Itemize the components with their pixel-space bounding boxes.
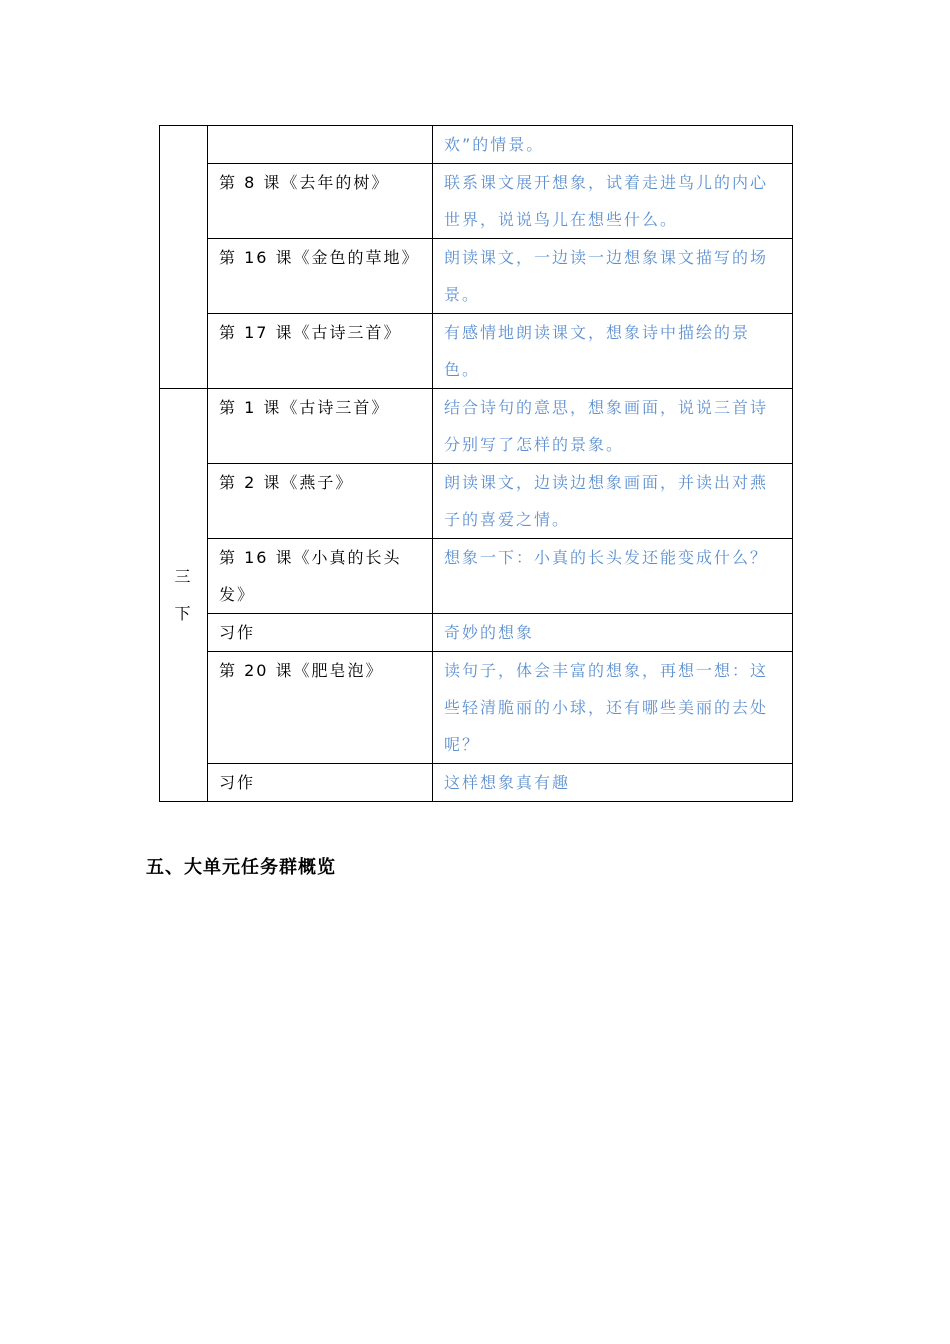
table-row [160, 389, 793, 464]
table-row [160, 239, 793, 314]
lesson-cell: 第 1 课《古诗三首》 [208, 389, 433, 464]
table-row [160, 652, 793, 764]
goal-cell: 联系课文展开想象，试着走进鸟儿的内心世界，说说鸟儿在想些什么。 [433, 164, 793, 239]
grade-label-char: 下 [174, 604, 193, 623]
grade-cell-third-lower [160, 389, 208, 802]
lesson-cell: 习作 [208, 614, 433, 652]
lesson-cell: 第 20 课《肥皂泡》 [208, 652, 433, 764]
goal-cell: 想象一下：小真的长头发还能变成什么？ [433, 539, 793, 614]
lesson-cell [208, 126, 433, 164]
lesson-cell: 第 16 课《金色的草地》 [208, 239, 433, 314]
lesson-cell: 第 16 课《小真的长头发》 [208, 539, 433, 614]
table-row [160, 126, 793, 164]
goal-cell: 朗读课文，边读边想象画面，并读出对燕子的喜爱之情。 [433, 464, 793, 539]
grade-cell-previous [160, 126, 208, 389]
table-row [160, 464, 793, 539]
goal-cell: 朗读课文，一边读一边想象课文描写的场景。 [433, 239, 793, 314]
grade-label-char: 三 [174, 567, 193, 586]
lesson-table [159, 125, 793, 802]
goal-cell: 有感情地朗读课文，想象诗中描绘的景色。 [433, 314, 793, 389]
table-row [160, 614, 793, 652]
goal-cell: 欢”的情景。 [433, 126, 793, 164]
goal-cell: 奇妙的想象 [433, 614, 793, 652]
goal-cell: 结合诗句的意思，想象画面，说说三首诗分别写了怎样的景象。 [433, 389, 793, 464]
table-row [160, 314, 793, 389]
goal-cell: 这样想象真有趣 [433, 764, 793, 802]
lesson-cell: 第 2 课《燕子》 [208, 464, 433, 539]
table-row [160, 539, 793, 614]
table-row [160, 764, 793, 802]
lesson-cell: 第 8 课《去年的树》 [208, 164, 433, 239]
section-heading: 五、大单元任务群概览 [146, 857, 336, 878]
table-row [160, 164, 793, 239]
lesson-cell: 习作 [208, 764, 433, 802]
lesson-cell: 第 17 课《古诗三首》 [208, 314, 433, 389]
goal-cell: 读句子，体会丰富的想象，再想一想：这些轻清脆丽的小球，还有哪些美丽的去处呢？ [433, 652, 793, 764]
